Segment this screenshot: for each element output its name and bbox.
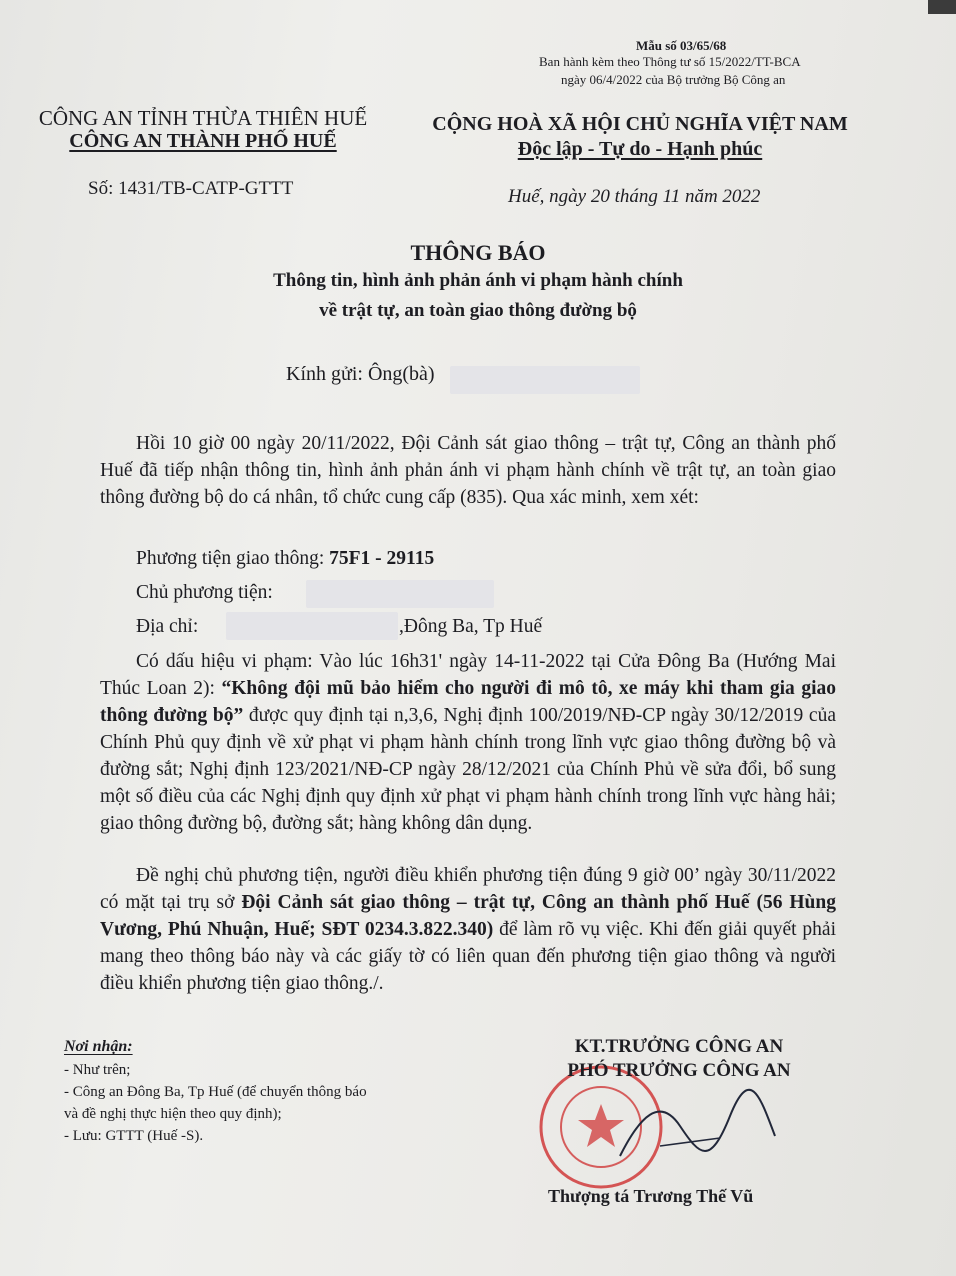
- address-line: [136, 616, 198, 638]
- redacted-owner: [306, 580, 494, 608]
- signer-name: Thượng tá Trương Thế Vũ: [548, 1186, 754, 1206]
- redacted-name: [450, 366, 640, 394]
- handwritten-signature: [600, 1076, 800, 1186]
- document-subtitle-1: Thông tin, hình ảnh phản ánh vi phạm hành chính: [273, 270, 683, 291]
- document-number: Số: 1431/TB-CATP-GTTT: [88, 178, 294, 199]
- vehicle-line: [136, 548, 434, 570]
- country-name: CỘNG HOÀ XÃ HỘI CHỦ NGHĨA VIỆT NAM: [432, 113, 848, 135]
- recipient-item-3: và đề nghị thực hiện theo quy định);: [64, 1106, 282, 1122]
- redacted-address: [226, 612, 398, 640]
- issued-line-1: Ban hành kèm theo Thông tư số 15/2022/TT-BCA: [539, 54, 801, 69]
- document-subtitle-2: về trật tự, an toàn giao thông đường bộ: [319, 300, 637, 321]
- issued-line-2: ngày 06/4/2022 của Bộ trưởng Bộ Công an: [561, 72, 786, 87]
- recipient-item-2: - Công an Đông Ba, Tp Huế (để chuyển thông báo: [64, 1084, 367, 1100]
- recipient-item-4: - Lưu: GTTT (Huế -S).: [64, 1128, 204, 1144]
- document-title: THÔNG BÁO: [410, 240, 546, 265]
- recipient-line: Kính gửi: Ông(bà): [286, 363, 435, 385]
- document-date: Huế, ngày 20 tháng 11 năm 2022: [508, 186, 761, 207]
- paragraph-violation: Có dấu hiệu vi phạm: Vào lúc 16h31' ngày 14-11-2022 tại Cửa Đông Ba (Hướng Mai Thúc Loan 2): “Không đội mũ bảo hiểm cho người đi mô tô, xe máy khi tham gia giao thông đường bộ” được quy định tại n,3,6, Nghị định 100/2019/NĐ-CP ngày 30/12/2019 của Chính Phủ quy định về xử phạt vi phạm hành chính trong lĩnh vực giao thông đường bộ và đường sắt; Nghị định 123/2021/NĐ-CP ngày 28/12/2021 của Chính Phủ về sửa đổi, bổ sung một số điều của các Nghị định quy định xử phạt vi phạm hành chính trong lĩnh vực hàng hải; giao thông đường bộ, đường sắt; hàng không dân dụng.: [100, 651, 837, 834]
- owner-label: Chủ phương tiện:: [136, 582, 273, 603]
- address-label: Địa chỉ:: [136, 616, 199, 637]
- paragraph-request: Đề nghị chủ phương tiện, người điều khiển phương tiện đúng 9 giờ 00’ ngày 30/11/2022 có mặt tại trụ sở Đội Cảnh sát giao thông – trật tự, Công an thành phố Huế (56 Hùng Vương, Phú Nhuận, Huế; SĐT 0234.3.822.340) để làm rõ vụ việc. Khi đến giải quyết phải mang theo thông báo này và các giấy tờ có liên quan đến phương tiện giao thông và người điều khiển phương tiện giao thông./.: [100, 865, 836, 994]
- national-motto: Độc lập - Tự do - Hạnh phúc: [517, 138, 763, 160]
- recipient-item-1: - Như trên;: [64, 1062, 131, 1078]
- recipients-title: Nơi nhận:: [64, 1038, 133, 1055]
- violation-text: “Không đội mũ bảo hiểm cho người đi mô tô, xe máy khi tham gia giao thông đường bộ”: [100, 678, 837, 726]
- agency-unit: CÔNG AN THÀNH PHỐ HUẾ: [69, 130, 337, 152]
- vehicle-label: Phương tiện giao thông:: [136, 548, 330, 569]
- form-number: Mẫu số 03/65/68: [636, 38, 727, 53]
- owner-line: [136, 582, 273, 604]
- office-address: Đội Cảnh sát giao thông – trật tự, Công an thành phố Huế (56 Hùng Vương, Phú Nhuận, Huế; SĐT 0234.3.822.340): [100, 892, 836, 940]
- signer-title-2: PHÓ TRƯỞNG CÔNG AN: [567, 1060, 791, 1081]
- issuing-agency: [18, 106, 388, 152]
- national-heading: [400, 112, 880, 162]
- signer-title-1: KT.TRƯỞNG CÔNG AN: [574, 1036, 784, 1057]
- paragraph-intro: Hồi 10 giờ 00 ngày 20/11/2022, Đội Cảnh sát giao thông – trật tự, Công an thành phố Huế đã tiếp nhận thông tin, hình ảnh phản ánh vi phạm hành chính về trật tự, an toàn giao thông đường bộ do cá nhân, tổ chức cung cấp (835). Qua xác minh, xem xét:: [100, 433, 836, 508]
- page-corner: [928, 0, 956, 14]
- address-suffix: ,Đông Ba, Tp Huế: [399, 616, 543, 637]
- license-plate: 75F1 - 29115: [329, 548, 435, 569]
- agency-parent: CÔNG AN TỈNH THỪA THIÊN HUẾ: [38, 106, 368, 130]
